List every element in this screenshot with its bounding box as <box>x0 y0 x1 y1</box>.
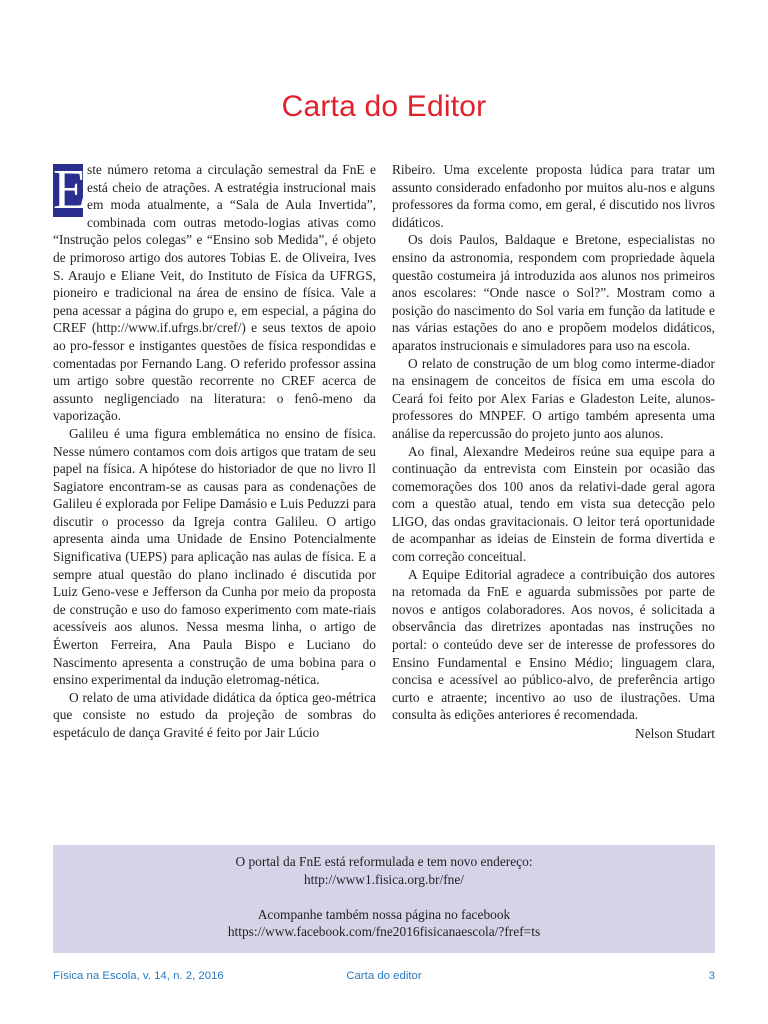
paragraph: Galileu é uma figura emblemática no ensino de física. Nesse número contamos com dois artigos que tratam de seu papel na física. A hipótese do historiador de que no livro Il Sagiatore encontram-se as causas para as condenações de Galileu é explorada por Felipe Damásio e Luis Peduzzi para discutir o processo da Igreja contra Galileu. O artigo apresenta ainda uma Unidade de Ensino Potencialmente Significativa (UEPS) para aplicação nas aulas de física. E a sempre atual questão do plano inclinado é discutida por Luiz Geno-vese e Jefferson da Cunha por meio da proposta de construção e uso do famoso experimento com mate-riais acessíveis aos alunos. Nessa mesma linha, o artigo de Éwerton Ferreira, Ana Paula Bispo e Luciano do Nascimento apresenta a construção de uma bobina para o ensino experimental da indução eletromag-nética. <box>53 425 376 688</box>
paragraph: Ao final, Alexandre Medeiros reúne sua equipe para a continuação da entrevista com Einstein por ocasião das comemorações dos 100 anos da relativi-dade geral agora com a questão atual, tendo em vista sua detecção pelo LIGO, das ondas gravitacionais. O leitor terá oportunidade de acompanhar as ideias de Einstein de forma divertida e com correção conceitual. <box>392 443 715 565</box>
paragraph: A Equipe Editorial agradece a contribuição dos autores na retomada da FnE e aguarda submissões por parte de novos e antigos colaboradores. Aos novos, é solicitada a observância das diretrizes apontadas nas instruções no portal: o conteúdo deve ser de interesse de professores do Ensino Fundamental e Ensino Médio; linguagem clara, concisa e acessível ao público-alvo, de preferência artigo curto e atraente; incentivo ao uso de ilustrações. Uma consulta às edições anteriores é recomendada. <box>392 566 715 723</box>
paragraph: O relato de uma atividade didática da óptica geo-métrica que consiste no estudo da projeção de sombras do espetáculo de dança Gravité é feito por Jair Lúcio <box>53 689 376 740</box>
notice-text: O portal da FnE está reformulada e tem novo endereço: <box>235 854 533 869</box>
signature: Nelson Studart <box>635 726 715 741</box>
right-column <box>392 161 715 743</box>
facebook-link[interactable]: https://www.facebook.com/fne2016fisicanaescola/?fref=ts <box>227 924 541 940</box>
left-column <box>53 161 376 742</box>
page-footer <box>53 970 715 988</box>
notice-box <box>53 845 715 953</box>
paragraph-text: ste número retoma a circulação semestral da FnE e está cheio de atrações. A estratégia instrucional mais em moda atualmente, a “Sala de Aula Invertida”, combinada com outras metodo-logias ativas como “Instrução pelos colegas” e “Ensino sob Medida”, é objeto de primoroso artigo dos autores Tobias E. de Oliveira, Ives S. Araujo e Eliane Veit, do Instituto de Física da UFRGS, pioneiro e tradicional na área de ensino de física. Vale a pena acessar a página do grupo e, em especial, a página do CREF (http://www.if.ufrgs.br/cref/) e seus textos de apoio ao pro-fessor e instigantes questões de física respondidas e comentadas por Fernando Lang. O referido professor assina um artigo sobre questão recorrente no CREF acerca de assunto negligenciado na literatura: o fenô-meno da vaporização. <box>53 162 376 424</box>
paragraph: O relato de construção de um blog como interme-diador na ensinagem de conceitos de física em uma escola do Ceará foi feito por Alex Farias e Gladeston Leite, alunos-professores do MNPEF. O artigo também apresenta uma análise da repercussão do projeto junto aos alunos. <box>392 355 715 441</box>
page-number: 3 <box>708 970 715 982</box>
notice-text: Acompanhe também nossa página no facebook <box>257 906 511 922</box>
portal-link[interactable]: http://www1.fisica.org.br/fne/ <box>303 871 465 887</box>
journal-citation: Física na Escola, v. 14, n. 2, 2016 <box>53 970 224 982</box>
paragraph: Ribeiro. Uma excelente proposta lúdica para tratar um assunto considerado enfadonho por muitos alu-nos e alguns professores da forma como, em geral, é discutido nos livros didáticos. <box>392 162 715 230</box>
drop-cap: E <box>53 159 88 221</box>
paragraph <box>53 161 376 425</box>
section-name: Carta do editor <box>346 970 422 982</box>
paragraph: Os dois Paulos, Baldaque e Bretone, especialistas no ensino da astronomia, respondem com propriedade àquela questão costumeira já introduzida aos alunos nos primeiros anos escolares: “Onde nasce o Sol?”. Mostram como a posição do nascimento do Sol varia em função da latitude e nas várias estações do ano e propõem modelos didáticos, aparatos instrucionais e simuladores para uso na escola. <box>392 232 715 353</box>
page-title: Carta do Editor <box>281 90 487 123</box>
